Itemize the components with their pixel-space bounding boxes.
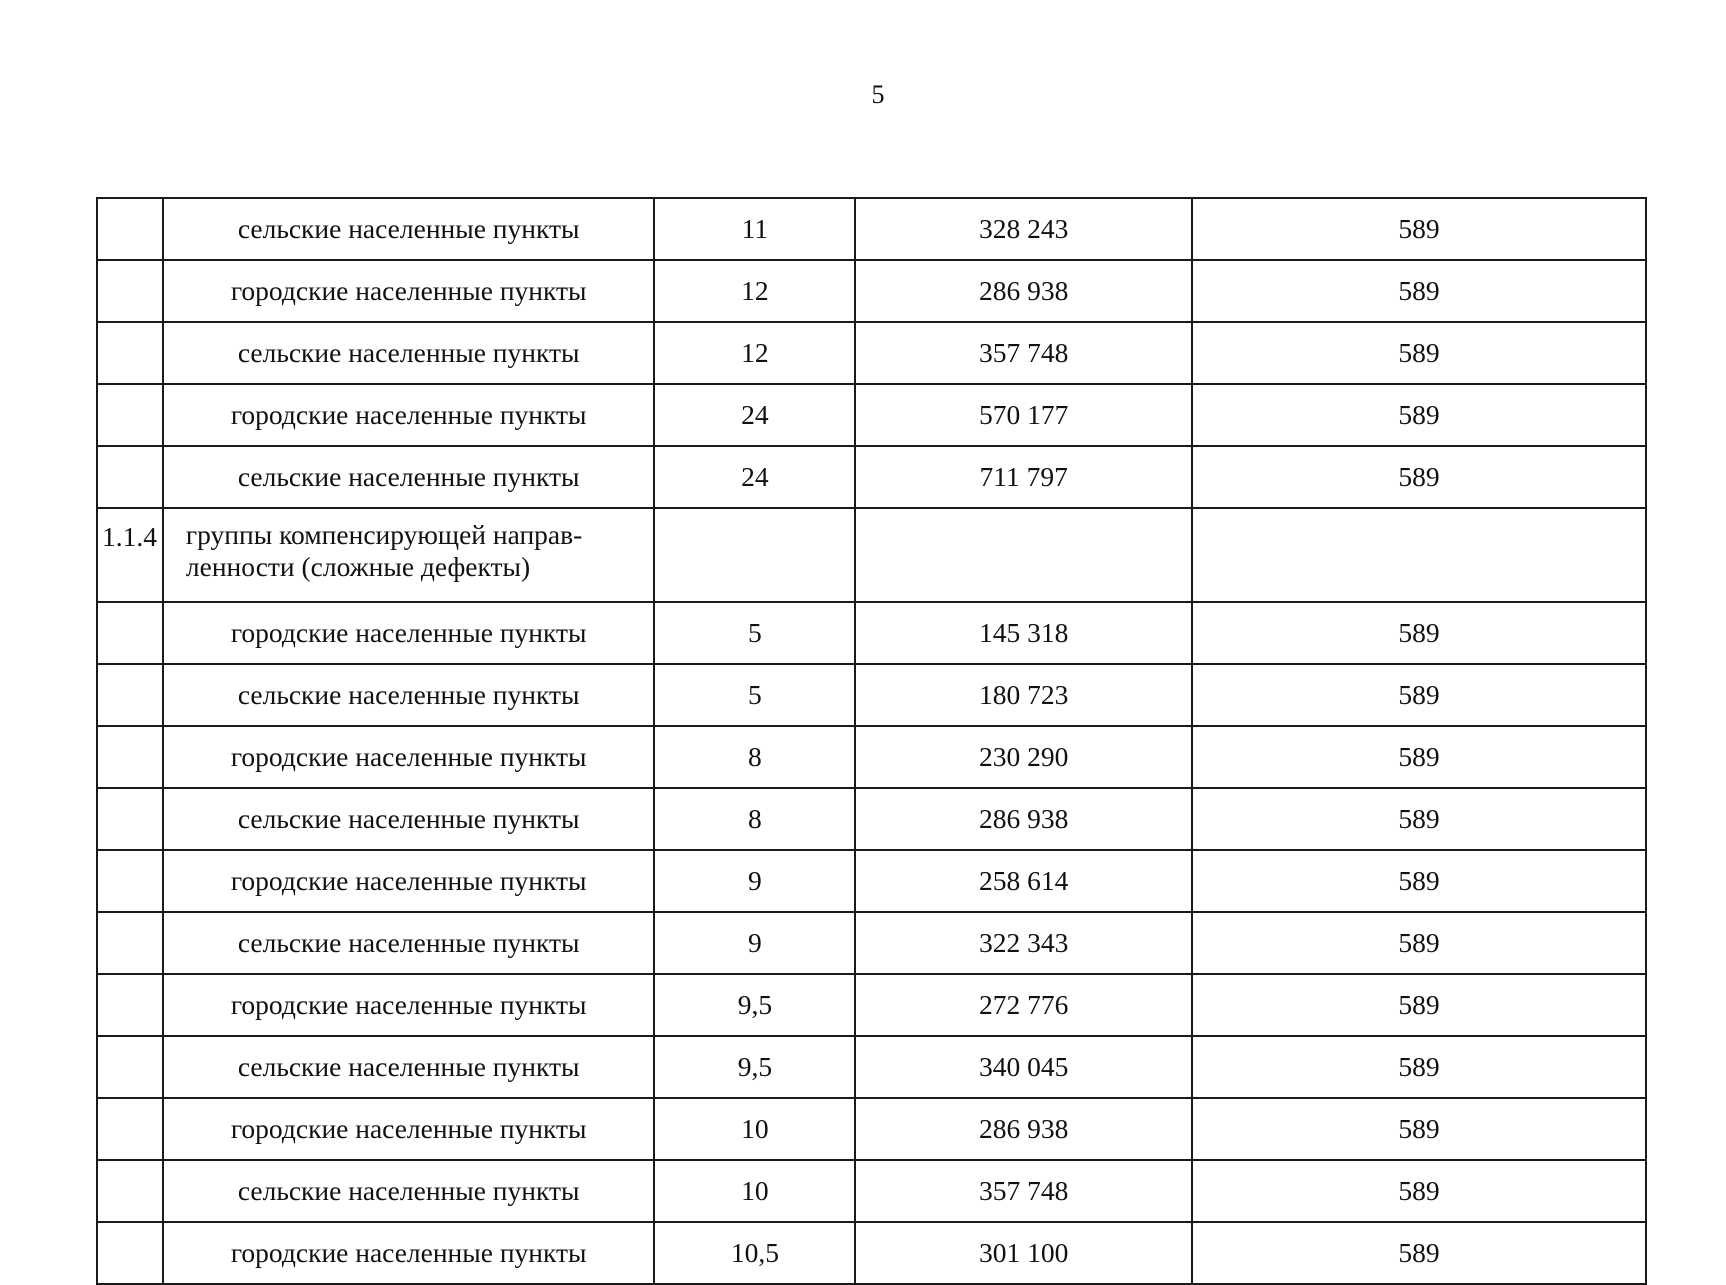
cell-name: городские населенные пункты: [163, 726, 655, 788]
cell-cost: 570 177: [855, 384, 1192, 446]
table-body: [97, 198, 1646, 1284]
table-row: [97, 788, 1646, 850]
table-row: [97, 602, 1646, 664]
table-row: [97, 446, 1646, 508]
table-row: [97, 1098, 1646, 1160]
cell-days: 589: [1192, 664, 1646, 726]
cell-hours: 5: [654, 664, 855, 726]
cell-days: 589: [1192, 726, 1646, 788]
cell-hours: 9,5: [654, 1036, 855, 1098]
cell-hours: 9: [654, 912, 855, 974]
cell-number: [97, 260, 163, 322]
table-row: [97, 384, 1646, 446]
cell-cost: 286 938: [855, 1098, 1192, 1160]
cell-number: [97, 602, 163, 664]
cell-name: сельские населенные пункты: [163, 1036, 655, 1098]
cell-number: [97, 974, 163, 1036]
cell-cost: 357 748: [855, 1160, 1192, 1222]
cell-hours: 8: [654, 726, 855, 788]
cell-name: городские населенные пункты: [163, 1222, 655, 1284]
cell-cost: 340 045: [855, 1036, 1192, 1098]
cell-name: сельские населенные пункты: [163, 664, 655, 726]
cell-number: 1.1.4: [97, 508, 163, 602]
cell-days: 589: [1192, 1098, 1646, 1160]
cell-number: [97, 384, 163, 446]
cell-number: [97, 1222, 163, 1284]
cell-days: 589: [1192, 788, 1646, 850]
table-section-row: [97, 508, 1646, 602]
cell-days: 589: [1192, 1222, 1646, 1284]
cell-days: 589: [1192, 912, 1646, 974]
cell-number: [97, 322, 163, 384]
cell-cost: 322 343: [855, 912, 1192, 974]
cell-name: сельские населенные пункты: [163, 912, 655, 974]
table-row: [97, 726, 1646, 788]
table-row: [97, 974, 1646, 1036]
cell-cost: 711 797: [855, 446, 1192, 508]
cell-cost: 230 290: [855, 726, 1192, 788]
page-number: 5: [871, 80, 885, 109]
cell-name: городские населенные пункты: [163, 1098, 655, 1160]
table-row: [97, 322, 1646, 384]
cell-days: 589: [1192, 198, 1646, 260]
cell-hours: 9,5: [654, 974, 855, 1036]
cell-hours: 12: [654, 322, 855, 384]
cell-cost: 180 723: [855, 664, 1192, 726]
cell-cost: 286 938: [855, 260, 1192, 322]
data-table: [96, 197, 1647, 1285]
cell-days: 589: [1192, 974, 1646, 1036]
cell-hours: 8: [654, 788, 855, 850]
cell-days: 589: [1192, 1036, 1646, 1098]
cell-cost: 258 614: [855, 850, 1192, 912]
table-row: [97, 912, 1646, 974]
table-row: [97, 1036, 1646, 1098]
cell-name: группы компенсирующей направ- ленности (сложные дефекты): [163, 508, 655, 602]
cell-number: [97, 446, 163, 508]
cell-cost: 301 100: [855, 1222, 1192, 1284]
cell-number: [97, 912, 163, 974]
cell-hours: 24: [654, 446, 855, 508]
cell-hours: 12: [654, 260, 855, 322]
cell-cost: [855, 508, 1192, 602]
cell-name: сельские населенные пункты: [163, 322, 655, 384]
table-row: [97, 850, 1646, 912]
cell-days: 589: [1192, 322, 1646, 384]
cell-days: [1192, 508, 1646, 602]
table-row: [97, 664, 1646, 726]
cell-number: [97, 726, 163, 788]
cell-days: 589: [1192, 850, 1646, 912]
cell-days: 589: [1192, 260, 1646, 322]
cell-days: 589: [1192, 1160, 1646, 1222]
cell-name: сельские населенные пункты: [163, 788, 655, 850]
table-row: [97, 260, 1646, 322]
cell-name: сельские населенные пункты: [163, 446, 655, 508]
cell-hours: 10: [654, 1160, 855, 1222]
cell-name: городские населенные пункты: [163, 850, 655, 912]
cell-name: городские населенные пункты: [163, 384, 655, 446]
cell-number: [97, 664, 163, 726]
cell-hours: 11: [654, 198, 855, 260]
cell-number: [97, 1036, 163, 1098]
cell-days: 589: [1192, 384, 1646, 446]
cell-cost: 357 748: [855, 322, 1192, 384]
cell-number: [97, 850, 163, 912]
cell-name: городские населенные пункты: [163, 260, 655, 322]
table-row: [97, 1222, 1646, 1284]
table-row: [97, 1160, 1646, 1222]
cell-number: [97, 788, 163, 850]
cell-number: [97, 198, 163, 260]
cell-cost: 272 776: [855, 974, 1192, 1036]
cell-hours: 10: [654, 1098, 855, 1160]
cell-days: 589: [1192, 602, 1646, 664]
cell-number: [97, 1098, 163, 1160]
cell-cost: 328 243: [855, 198, 1192, 260]
table-row: [97, 198, 1646, 260]
cell-name: городские населенные пункты: [163, 974, 655, 1036]
cell-hours: 9: [654, 850, 855, 912]
cell-hours: 10,5: [654, 1222, 855, 1284]
cell-cost: 145 318: [855, 602, 1192, 664]
cell-hours: 24: [654, 384, 855, 446]
cell-name: городские населенные пункты: [163, 602, 655, 664]
cell-number: [97, 1160, 163, 1222]
cell-name: сельские населенные пункты: [163, 1160, 655, 1222]
cell-hours: [654, 508, 855, 602]
cell-cost: 286 938: [855, 788, 1192, 850]
cell-days: 589: [1192, 446, 1646, 508]
cell-name: сельские населенные пункты: [163, 198, 655, 260]
cell-hours: 5: [654, 602, 855, 664]
